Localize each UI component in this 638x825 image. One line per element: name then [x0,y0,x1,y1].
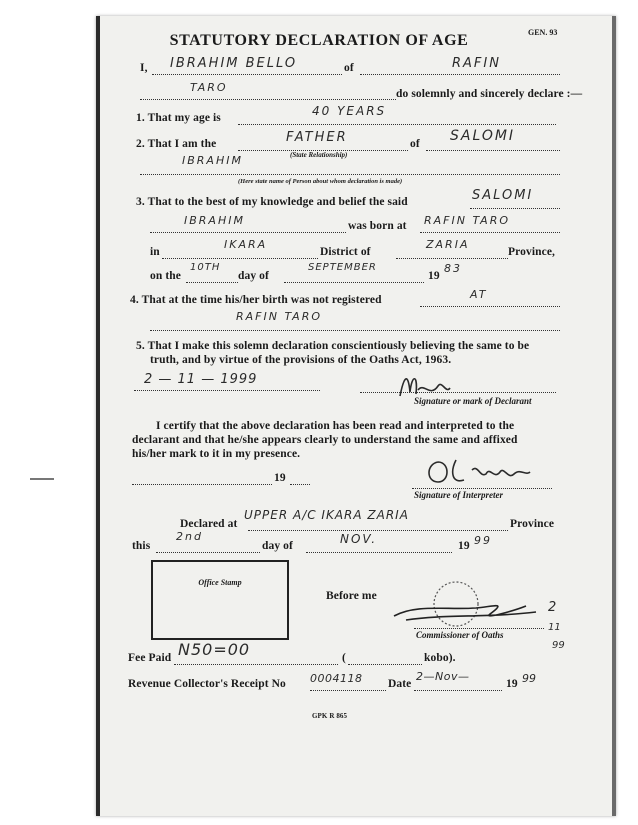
label-declared-at: Declared at [180,518,238,530]
commissioner-signature-mark [386,574,566,634]
label-on-the: on the [150,270,181,282]
form-code: GEN. 93 [528,28,558,37]
dots-declaration-date [134,390,320,391]
label-born-at: was born at [348,220,407,232]
child-name-1: SALOMI [450,128,516,144]
month-2-value: NOV. [340,532,378,546]
label-fee-open-paren: ( [342,652,346,664]
declarant-signature-line [360,392,556,393]
fee-value: N50=00 [178,640,251,659]
label-fee-paid: Fee Paid [128,652,172,664]
born-at-value: RAFIN TARO [424,214,510,227]
dots-registered-place [150,330,560,331]
label-receipt: Revenue Collector's Receipt No [128,678,286,690]
dots-month [284,282,424,283]
label-i-am-the: 2. That I am the [136,138,217,150]
label-this: this [132,540,151,552]
dots-receipt-date [414,690,502,691]
label-year-prefix-2: 19 [458,540,470,552]
label-best-knowledge: 3. That to the best of my knowledge and belief the said [136,196,408,208]
certify-line-2: declarant and that he/she appears clearly to understand the same and affixed [132,434,518,446]
dots-declared-at [248,530,508,531]
dots-born-at [420,232,560,233]
commissioner-caption: Commissioner of Oaths [416,630,504,640]
on-day-value: 10TH [190,262,221,273]
in-place-value: IKARA [224,238,268,251]
commissioner-note-3: 99 [552,640,565,651]
dots-this-day [156,552,260,553]
label-solemnly: do solemnly and sincerely declare :— [396,88,583,100]
dots-receipt-no [310,690,386,691]
dots-on-day [186,282,238,283]
relationship-value: FATHER [286,130,348,145]
interpreter-signature-caption: Signature of Interpreter [414,490,504,500]
dots-month-2 [306,552,452,553]
dots-said-name-2 [150,232,346,233]
receipt-no-value: 0004118 [310,672,363,685]
certify-line-3: his/her mark to it in my presence. [132,448,301,460]
label-i: I, [140,62,148,74]
label-make-declaration-2: truth, and by virtue of the provisions of the Oaths Act, 1963. [150,354,452,366]
declaration-date-value: 2 — 11 — 1999 [144,372,258,387]
commissioner-note-2: 11 [548,622,561,633]
dots-declarant-name [152,74,342,75]
interpreter-signature-mark [424,452,534,490]
footer-code: GPK R 865 [312,712,348,720]
registered-at-value: AT [470,288,488,301]
declarant-signature-caption: Signature or mark of Declarant [414,396,532,406]
dots-child-name [426,150,560,151]
dots-declarant-place-2 [140,99,396,100]
office-stamp-box [151,560,289,640]
declarant-name: IBRAHIM BELLO [170,56,298,71]
label-province-2: Province [510,518,555,530]
dots-interpreter-date [132,484,272,485]
state-relationship-note: (State Relationship) [290,151,348,159]
said-name: SALOMI [472,188,534,203]
margin-mark [30,478,54,480]
said-name-2: IBRAHIM [184,214,245,227]
this-day-value: 2nd [176,530,203,543]
dots-interpreter-year [290,484,310,485]
dots-fee [174,664,338,665]
commissioner-signature-line [414,628,544,629]
label-not-registered: 4. That at the time his/her birth was not registered [130,294,382,306]
label-in: in [150,246,160,258]
label-of-1: of [344,62,354,74]
label-date: Date [388,678,412,690]
page-edge-left [96,16,100,816]
label-year-prefix: 19 [428,270,440,282]
label-blank-year: 19 [274,472,286,484]
dots-district [396,258,508,259]
label-district: District of [320,246,371,258]
year-2-value: 99 [474,534,492,547]
here-state-note: (Here state name of Person about whom declaration is made) [238,178,403,185]
certify-line-1: I certify that the above declaration has been read and interpreted to the [156,420,515,432]
dots-kobo [348,664,422,665]
label-day-of: day of [238,270,269,282]
dots-declarant-place [360,74,560,75]
label-kobo: kobo). [424,652,456,664]
page-title: STATUTORY DECLARATION OF AGE [169,32,469,49]
label-province: Province, [508,246,555,258]
child-name-2: IBRAHIM [182,154,243,167]
age-value: 40 YEARS [312,104,387,118]
dots-said-name [470,208,560,209]
receipt-year-value: 99 [522,672,536,685]
dots-age [238,124,556,125]
document-sheet [96,16,616,816]
label-before-me: Before me [326,590,377,602]
declarant-place: RAFIN [452,56,501,71]
month-value: SEPTEMBER [308,262,377,273]
dots-child-name-2 [140,174,560,175]
label-day-of-2: day of [262,540,293,552]
label-of-2: of [410,138,420,150]
year-value: 83 [444,262,462,275]
label-receipt-year: 19 [506,678,518,690]
dots-registered-at [420,306,560,307]
dots-in-place [162,258,318,259]
district-value: ZARIA [426,238,470,251]
declared-at-value: UPPER A/C IKARA ZARIA [244,508,409,522]
page-edge-right [612,16,616,816]
office-stamp-label: Office Stamp [198,578,242,587]
registered-place-value: RAFIN TARO [236,310,322,323]
label-make-declaration-1: 5. That I make this solemn declaration conscientiously believing the same to be [136,340,530,352]
receipt-date-value: 2—Nov— [416,670,470,683]
commissioner-note-1: 2 [548,600,557,615]
declarant-place-2: TARO [190,81,228,94]
label-age: 1. That my age is [136,112,221,124]
